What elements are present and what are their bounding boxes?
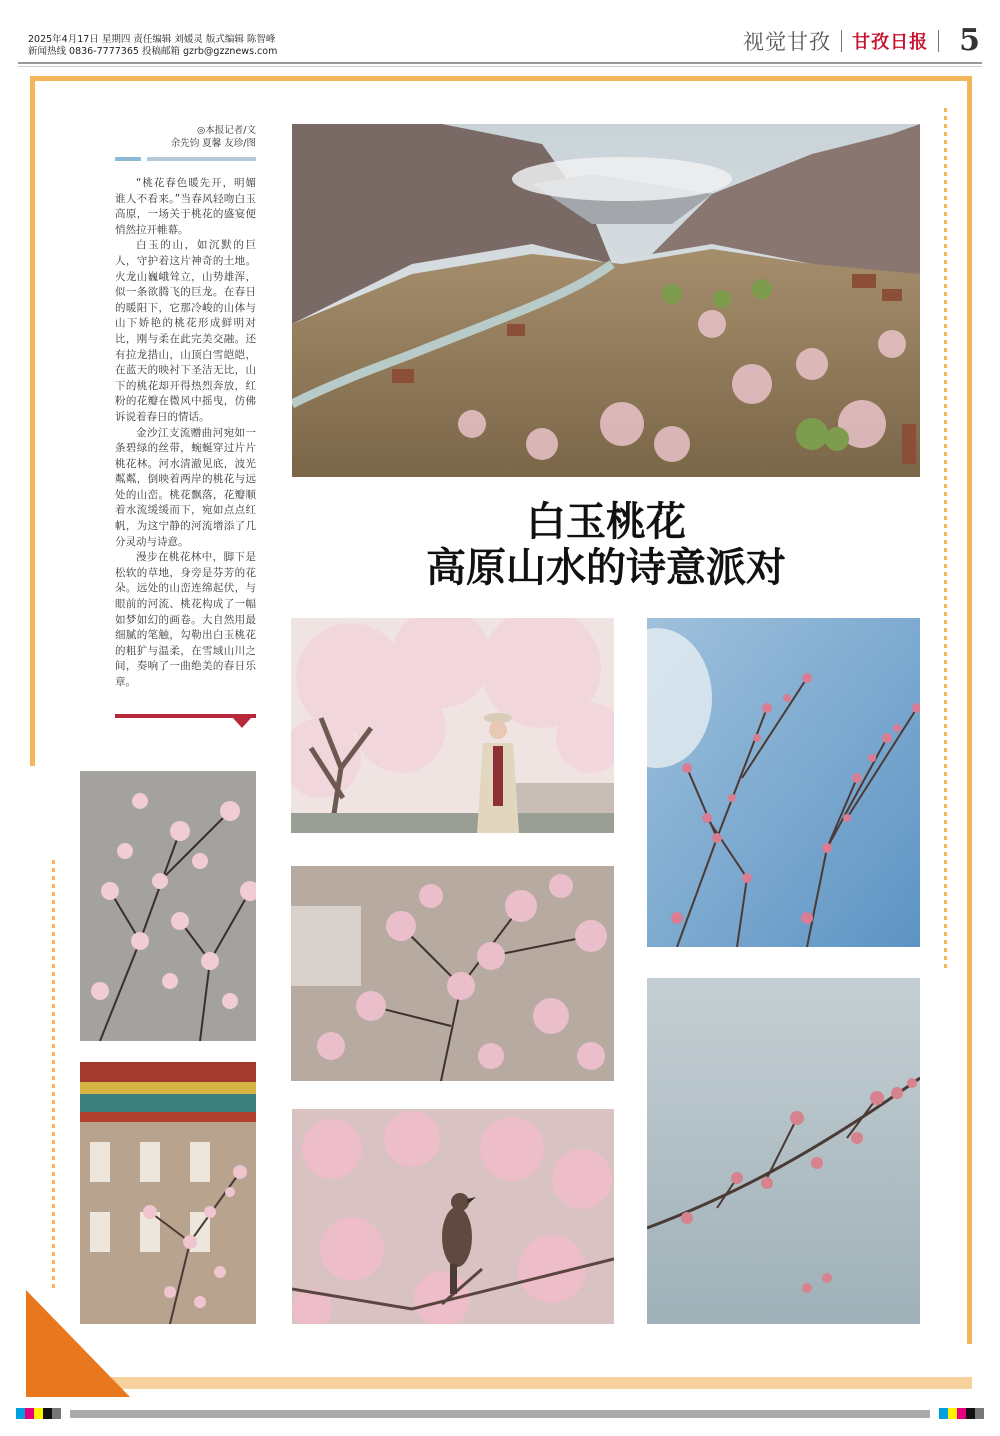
masthead	[743, 23, 980, 58]
page-number: 5	[959, 23, 980, 58]
article-paragraph: 漫步在桃花林中，脚下是松软的草地，身旁是芬芳的花朵。远处的山峦连绵起伏，与眼前的河流、桃花构成了一幅如梦如幻的画卷。大自然用最细腻的笔触，勾勒出白玉桃花的粗犷与温柔，在雪域山川之间，奏响了一曲绝美的春日乐章。	[115, 551, 256, 688]
article-top-divider	[115, 157, 256, 161]
article-body	[115, 176, 256, 691]
frame-left-border	[30, 76, 35, 766]
photo-monastery-blossoms	[80, 1062, 256, 1324]
masthead-separator-2	[938, 30, 939, 52]
header-meta-line1: 2025年4月17日 星期四 责任编辑 刘媛灵 版式编辑 陈智峰	[28, 34, 276, 45]
dotted-divider-right	[944, 108, 947, 968]
photo-branch-gray-sky	[647, 978, 920, 1324]
frame-top-border	[30, 76, 972, 81]
frame-right-border	[967, 76, 972, 1344]
header-rule-thin	[18, 66, 982, 67]
photo-bird-in-blossoms	[292, 1109, 614, 1324]
dotted-divider-left	[52, 860, 55, 1290]
photo-blossom-branches	[80, 771, 256, 1041]
print-color-bar-right	[939, 1408, 984, 1419]
headline-line1: 白玉桃花	[526, 499, 686, 545]
frame-bottom-border	[30, 1377, 972, 1389]
paper-name-logo: 甘孜日报	[852, 32, 929, 53]
byline-photographers: 余先钧 夏馨 友珍/图	[170, 138, 256, 149]
section-name: 视觉甘孜	[743, 30, 832, 54]
headline-line2: 高原山水的诗意派对	[426, 545, 786, 591]
bottom-print-rule	[70, 1410, 930, 1418]
print-color-bar-left	[16, 1408, 61, 1419]
photo-valley-landscape	[292, 124, 920, 477]
headline	[292, 500, 920, 592]
byline-writer: ◎本报记者/文	[197, 125, 256, 136]
header-rule	[18, 62, 982, 64]
header-meta-line2: 新闻热线 0836-7777365 投稿邮箱 gzrb@gzznews.com	[28, 46, 278, 57]
photo-woman-in-blossom-grove	[291, 618, 614, 833]
article-paragraph: 金沙江支流赠曲河宛如一条碧绿的丝带，蜿蜒穿过片片桃花林。河水清澈见底，波光粼粼，倒映着两岸的桃花与远处的山峦。桃花飘落，花瓣顺着水流缓缓而下，宛如点点红帆，为这宁静的河流增添了几分灵动与诗意。	[115, 426, 256, 548]
article-paragraph: “桃花春色暖先开，明媚谁人不看来。”当春风轻吻白玉高原，一场关于桃花的盛宴便悄然拉开帷幕。	[115, 177, 256, 236]
masthead-separator	[841, 30, 842, 52]
article-end-divider	[115, 714, 256, 732]
article-paragraph: 白玉的山，如沉默的巨人，守护着这片神奇的土地。火龙山巍峨耸立，山势雄浑，似一条欲腾飞的巨龙。在春日的暖阳下，它那冷峻的山体与山下娇艳的桃花形成鲜明对比，刚与柔在此完美交融。还有拉龙措山，山顶白雪皑皑，在蓝天的映衬下圣洁无比，山下的桃花却开得热烈奔放，红粉的花瓣在微风中摇曳，仿佛诉说着春日的情话。	[115, 239, 256, 423]
photo-pink-blossom-tree	[291, 866, 614, 1081]
header-meta	[28, 34, 277, 58]
photo-blossoms-blue-sky	[647, 618, 920, 947]
byline	[170, 124, 256, 150]
